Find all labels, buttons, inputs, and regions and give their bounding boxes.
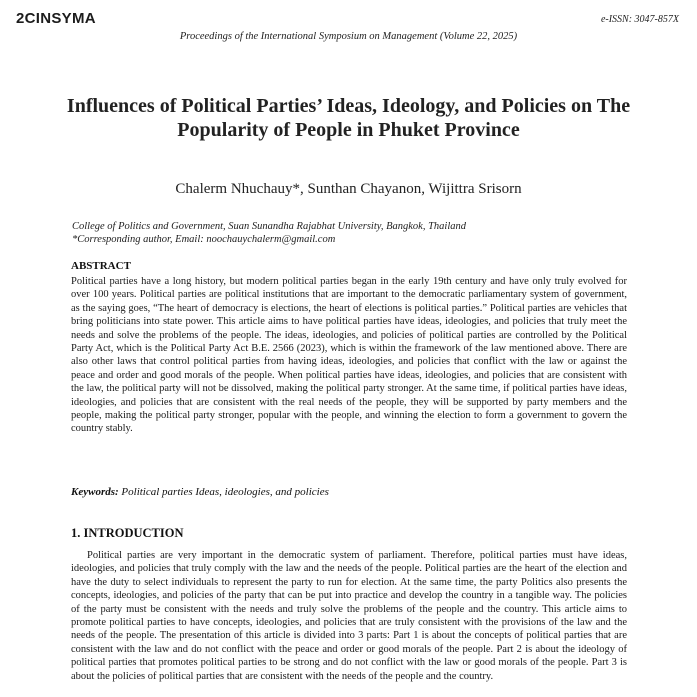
affiliation-text: College of Politics and Government, Suan Sunandha Rajabhat University, Bangkok, Thailand bbox=[72, 221, 466, 232]
introduction-heading: 1. INTRODUCTION bbox=[71, 526, 184, 540]
introduction-text: Political parties are very important in the democratic system of parliament. Therefore, political parties must have ideas, ideologies, and policies that truly comply with the law and the needs of the people. Political parties are the heart of the election and have the duty to select individuals to represent the party to run for election. At the same time, the party Politics also presents the concepts, ideologies, and policies of the party that can be put into practice and develop the country in a tangible way. The policies of the party must be consistent with the needs and truly solve the problems of the people and the country. This article aims to promote political parties to have concepts, ideologies, and policies that are truly consistent with the provisions of the law and the needs of the people. The presentation of this article is divided into 3 parts: Part 1 is about the concepts of political parties that are consistent with the law and do not conflict with the peace and order or good morals of the people. Part 2 is about the ideology of political parties that promotes political parties to be strong and do not conflict with the law or good morals of the people. Part 3 is about the policies of political parties that are consistent with the needs of the people and the country. bbox=[71, 550, 627, 682]
proceedings-header: Proceedings of the International Symposium on Management (Volume 22, 2025) bbox=[179, 31, 518, 42]
abstract-heading: ABSTRACT bbox=[71, 260, 131, 272]
abstract-text: Political parties have a long history, but modern political parties began in the early 19th century and have only truly evolved for over 100 years. Political parties are political institutions that are important to the democratic parliamentary system of government, as the saying goes, “The heart of democracy is elections, the heart of elections is political parties.” Political parties are vehicles that bring politicians into state power. This article aims to have political parties have ideas, ideologies, and policies that truly meet the needs and solve the problems of the people. The ideas, ideologies, and policies of political parties are controlled by the Political Party Act, which is the Political Party Act B.E. 2566 (2023), which is within the framework of the law mentioned above. There are also other laws that control political parties from having ideas, ideologies, and policies that conflict with the law or against the peace and order and good morals of the people. When political parties have ideas, ideologies, and policies that are consistent with the law, the political party will not be dissolved, making the political party stronger. At the same time, if political parties have ideas, ideologies, and policies that are consistent with the real needs of the people, they will be supported by party members and the people, making the political party stronger, popular with the people, and winning the election to form a government to govern the country stably. bbox=[71, 276, 627, 435]
conference-logo: 2CINSYMA bbox=[16, 10, 96, 27]
author-list: Chalerm Nhuchauy*, Sunthan Chayanon, Wijittra Srisorn bbox=[175, 181, 522, 197]
issn-label: e-ISSN: 3047-857X bbox=[600, 14, 679, 25]
affiliation-block bbox=[72, 220, 466, 246]
corresponding-author: *Corresponding author, Email: noochauychalerm@gmail.com bbox=[72, 234, 336, 245]
keywords-text: Political parties Ideas, ideologies, and policies bbox=[118, 486, 329, 498]
keywords-line bbox=[71, 486, 627, 498]
paper-title: Influences of Political Parties’ Ideas, Ideology, and Policies on The Popularity of People in Phuket Province bbox=[66, 95, 631, 141]
keywords-label: Keywords: bbox=[71, 486, 119, 498]
